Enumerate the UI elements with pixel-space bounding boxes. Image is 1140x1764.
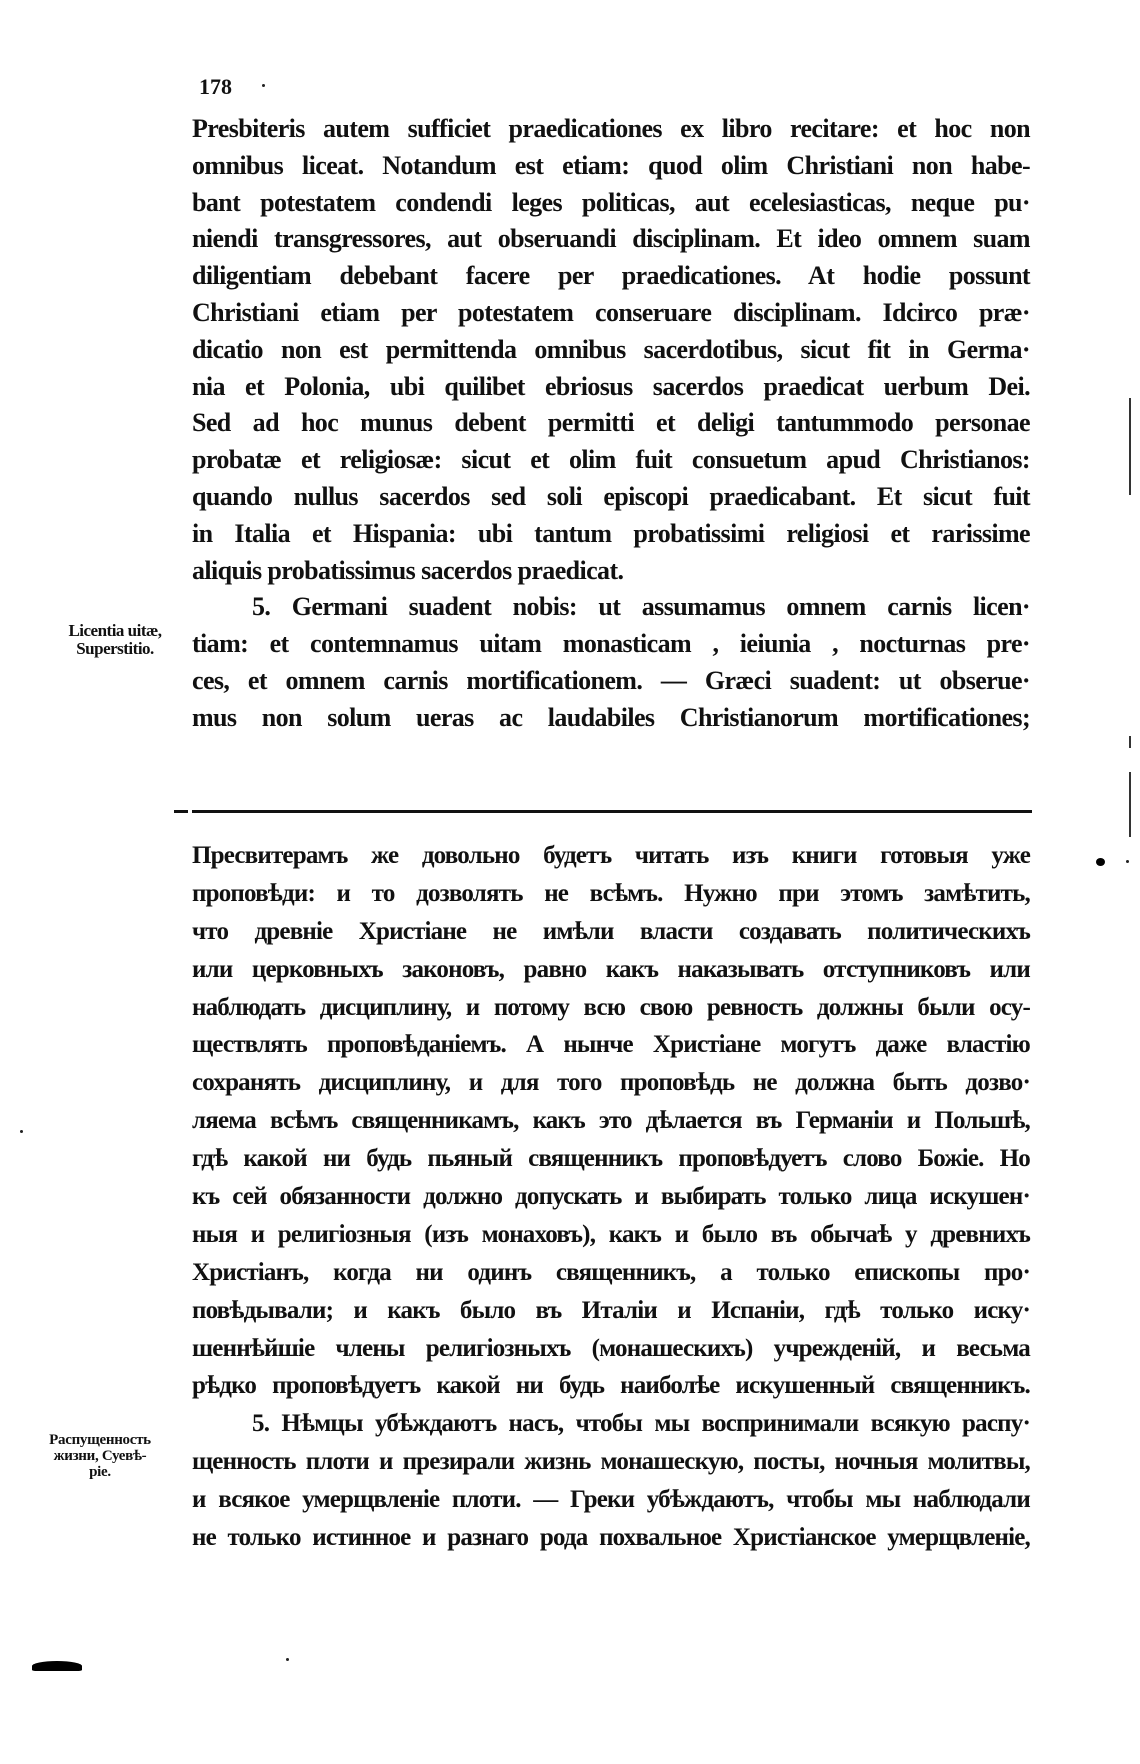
latin-line: quando nullus sacerdos sed soli episcopi praedicabant. Et sicut fuit <box>192 481 1030 511</box>
margin-note-line: Распущенность <box>49 1432 151 1448</box>
russian-line: ляема всѣмъ священникамъ, какъ это дѣлается въ Германіи и Польшѣ, <box>192 1107 1030 1135</box>
scan-edge-mark <box>1129 772 1131 837</box>
russian-line: рѣдко проповѣдуетъ какой ни будь наиболѣе искушенный священникъ. <box>192 1372 1030 1400</box>
russian-line: Христіанъ, когда ни одинъ священникъ, а только епископы про· <box>192 1258 1030 1286</box>
ink-blot <box>1096 858 1105 866</box>
latin-line: 5. Germani suadent nobis: ut assumamus omnem carnis licen· <box>252 592 1030 622</box>
latin-line: tiam: et contemnamus uitam monasticam , ieiunia , nocturnas pre· <box>192 629 1030 659</box>
separator-rule-start <box>174 810 188 813</box>
russian-line: щенность плоти и презирали жизнь монашескую, посты, ночныя молитвы, <box>192 1448 1030 1476</box>
scan-edge-mark <box>1129 736 1131 748</box>
russian-line: 5. Нѣмцы убѣждаютъ насъ, чтобы мы воспринимали всякую распу· <box>252 1410 1030 1438</box>
russian-line: Пресвитерамъ же довольно будетъ читать изъ книги готовыя уже <box>192 842 1030 869</box>
section-separator-rule <box>192 810 1032 813</box>
print-speck <box>262 84 265 87</box>
russian-line: что древніе Христіане не имѣли власти создавать политическихъ <box>192 917 1030 945</box>
russian-line: ныя и религіозныя (изъ монаховъ), какъ и было въ обычаѣ у древнихъ <box>192 1220 1030 1248</box>
latin-line: niendi transgressores, aut obseruandi disciplinam. Et ideo omnem suam <box>192 224 1030 254</box>
latin-line: aliquis probatissimus sacerdos praedicat. <box>192 555 624 585</box>
russian-line: не только истинное и разнаго рода похвальное Христіанское умерщвленіе, <box>192 1524 1030 1552</box>
russian-text-block <box>192 837 1030 1557</box>
page-number: 178 <box>199 74 232 99</box>
latin-line: nia et Polonia, ubi quilibet ebriosus sacerdos praedicat uerbum Dei. <box>192 371 1030 401</box>
margin-note-line: Licentia uitæ, <box>68 621 162 640</box>
russian-line: шеннѣйшіе члены религіозныхъ (монашескихъ) учрежденій, и весьма <box>192 1334 1030 1362</box>
margin-note-line: жизни, Суевѣ- <box>53 1447 147 1464</box>
russian-margin-note <box>20 1433 180 1480</box>
latin-margin-note <box>50 622 180 658</box>
latin-line: dicatio non est permittenda omnibus sacerdotibus, sicut fit in Germa· <box>192 334 1030 364</box>
latin-line: omnibus liceat. Notandum est etiam: quod olim Christiani non habe- <box>192 150 1030 180</box>
russian-line: ществлять проповѣданіемъ. А нынче Христіане могутъ даже властію <box>192 1031 1030 1059</box>
russian-line: и всякое умерщвленіе плоти. — Греки убѣждаютъ, чтобы мы наблюдали <box>192 1486 1030 1514</box>
print-speck <box>286 1658 289 1661</box>
latin-line: ces, et omnem carnis mortificationem. — Græci suadent: ut obserue· <box>192 665 1030 695</box>
russian-line: повѣдывали; и какъ было въ Италіи и Испаніи, гдѣ только иску· <box>192 1296 1030 1324</box>
margin-note-line: ріе. <box>89 1463 111 1480</box>
latin-text-block <box>192 111 1030 737</box>
margin-note-line: Superstitio. <box>76 638 154 658</box>
latin-line: diligentiam debebant facere per praedicationes. At hodie possunt <box>192 261 1030 291</box>
latin-line: bant potestatem condendi leges politicas, aut ecelesiasticas, neque pu· <box>192 187 1030 217</box>
russian-line: гдѣ какой ни будь пьяный священникъ проповѣдуетъ слово Божіе. Но <box>192 1145 1030 1173</box>
russian-line: проповѣди: и то дозволять не всѣмъ. Нужно при этомъ замѣтить, <box>192 879 1030 907</box>
ink-blot <box>32 1661 82 1671</box>
scan-edge-mark <box>1129 398 1131 495</box>
russian-line: или церковныхъ законовъ, равно какъ наказывать отступниковъ или <box>192 955 1030 983</box>
russian-line: къ сей обязанности должно допускать и выбирать только лица искушен· <box>192 1183 1030 1211</box>
latin-line: probatæ et religiosæ: sicut et olim fuit consuetum apud Christianos: <box>192 445 1030 475</box>
latin-line: Christiani etiam per potestatem conseruare disciplinam. Idcirco præ· <box>192 297 1030 327</box>
latin-line: Sed ad hoc munus debent permitti et deligi tantummodo personae <box>192 408 1030 438</box>
russian-line: сохранять дисциплину, и для того проповѣдь не должна быть дозво· <box>192 1069 1030 1097</box>
latin-line: Presbiteris autem sufficiet praedicationes ex libro recitare: et hoc non <box>192 114 1030 143</box>
latin-line: mus non solum ueras ac laudabiles Christianorum mortificationes; <box>192 702 1030 732</box>
print-speck <box>1126 860 1129 863</box>
latin-line: in Italia et Hispania: ubi tantum probatissimi religiosi et rarissime <box>192 518 1030 548</box>
print-speck <box>20 1130 23 1133</box>
russian-line: наблюдать дисциплину, и потому всю свою ревность должны были осу- <box>192 993 1030 1021</box>
